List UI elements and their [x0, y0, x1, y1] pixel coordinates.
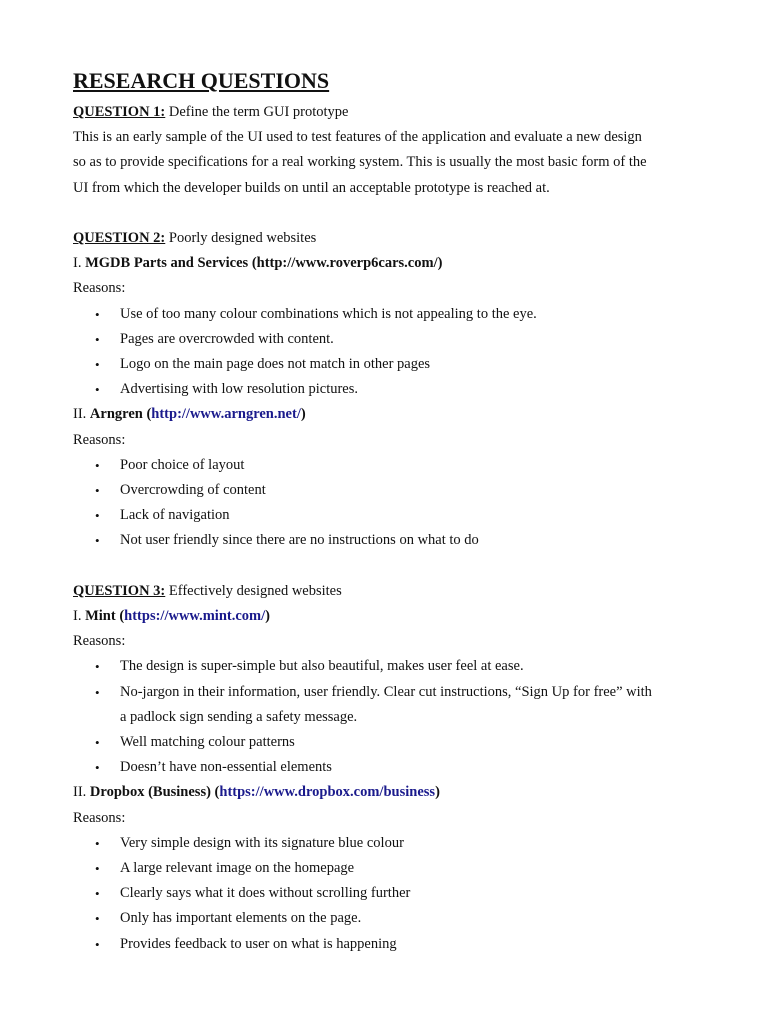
- bullet-icon: •: [95, 684, 100, 700]
- question-3-heading: [73, 579, 713, 604]
- list-item-text: Lack of navigation: [120, 507, 230, 524]
- question-3-label: QUESTION 3:: [73, 582, 166, 599]
- reasons-list-arngren: [73, 453, 713, 554]
- list-item-text: A large relevant image on the homepage: [120, 860, 355, 877]
- list-item-text: Only has important elements on the page.: [120, 910, 362, 927]
- question-2-heading: [73, 226, 713, 251]
- list-item-text: The design is super-simple but also beautiful, makes user feel at ease.: [120, 658, 524, 675]
- site-name-arngren: Arngren (: [89, 406, 152, 423]
- bullet-icon: •: [95, 886, 100, 902]
- list-item: [73, 856, 713, 881]
- question-1-text: Define the term GUI prototype: [165, 104, 349, 120]
- site-name-mgdb: MGDB Parts and Services (http://www.roverp6cars.com/): [85, 255, 443, 272]
- list-item: [73, 503, 713, 528]
- bullet-icon: •: [95, 911, 100, 927]
- spacer: [73, 201, 713, 226]
- list-item: [73, 327, 713, 352]
- roman-numeral: II.: [73, 406, 90, 423]
- list-item: [73, 377, 713, 402]
- site-heading-dropbox: [73, 780, 713, 805]
- bullet-icon: •: [95, 835, 100, 851]
- site-heading-mgdb: [73, 251, 713, 276]
- list-item: [73, 352, 713, 377]
- question-3-text: Effectively designed websites: [165, 582, 342, 599]
- list-item-text: Overcrowding of content: [120, 482, 266, 499]
- link-mint[interactable]: https://www.mint.com/: [124, 608, 266, 625]
- list-item: [73, 881, 713, 906]
- question-2-label: QUESTION 2:: [73, 230, 166, 246]
- list-item: [73, 453, 713, 478]
- bullet-icon: •: [95, 331, 100, 347]
- list-item-text: Poor choice of layout: [120, 456, 245, 473]
- answer-1-line: This is an early sample of the UI used to test features of the application and evaluate a new design: [73, 129, 642, 146]
- close-paren: ): [435, 784, 440, 801]
- list-item: [73, 680, 713, 705]
- site-name-mint: Mint (: [85, 608, 125, 625]
- answer-1-line: UI from which the developer builds on until an acceptable prototype is reached at.: [73, 179, 550, 196]
- list-item-text: Well matching colour patterns: [120, 734, 295, 751]
- roman-numeral: I.: [73, 608, 86, 625]
- reasons-list-mint: [73, 654, 713, 780]
- close-paren: ): [300, 406, 306, 423]
- list-item: [73, 906, 713, 931]
- site-heading-arngren: [73, 402, 713, 427]
- page-title: RESEARCH QUESTIONS: [73, 68, 330, 93]
- list-item-text: Advertising with low resolution pictures.: [120, 381, 359, 398]
- roman-numeral: II.: [73, 784, 90, 801]
- list-item: [73, 730, 713, 755]
- question-2-text: Poorly designed websites: [165, 230, 317, 246]
- bullet-icon: •: [95, 760, 100, 776]
- question-1-heading: [73, 100, 713, 125]
- list-item: [73, 528, 713, 553]
- question-1-label: QUESTION 1:: [73, 104, 166, 120]
- roman-numeral: I.: [73, 255, 86, 272]
- bullet-icon: •: [95, 735, 100, 751]
- bullet-icon: •: [95, 483, 100, 499]
- reasons-label: Reasons:: [73, 431, 126, 448]
- reasons-label: Reasons:: [73, 809, 126, 826]
- list-item-text: Doesn’t have non-essential elements: [120, 759, 332, 776]
- list-item-text: Not user friendly since there are no instructions on what to do: [120, 532, 479, 549]
- bullet-icon: •: [95, 457, 100, 473]
- document-body: [73, 66, 713, 957]
- list-item: [73, 755, 713, 780]
- list-item-text: Use of too many colour combinations which is not appealing to the eye.: [120, 305, 537, 322]
- list-item: [73, 831, 713, 856]
- close-paren: ): [265, 608, 270, 625]
- list-item: [73, 478, 713, 503]
- site-heading-mint: [73, 604, 713, 629]
- bullet-icon: •: [95, 861, 100, 877]
- list-item-continuation: [73, 705, 713, 730]
- bullet-icon: •: [95, 508, 100, 524]
- bullet-icon: •: [95, 357, 100, 373]
- site-name-dropbox: Dropbox (Business) (: [89, 784, 220, 801]
- list-item: [73, 302, 713, 327]
- spacer: [73, 554, 713, 579]
- reasons-list-dropbox: [73, 831, 713, 957]
- bullet-icon: •: [95, 659, 100, 675]
- link-dropbox[interactable]: https://www.dropbox.com/business: [219, 784, 436, 801]
- list-item-text: a padlock sign sending a safety message.: [120, 708, 358, 725]
- list-item-text: Very simple design with its signature blue colour: [120, 834, 404, 851]
- list-item-text: Pages are overcrowded with content.: [120, 330, 334, 347]
- reasons-label: Reasons:: [73, 280, 126, 297]
- list-item: [73, 654, 713, 679]
- list-item-text: No-jargon in their information, user friendly. Clear cut instructions, “Sign Up for free” with: [120, 683, 652, 700]
- bullet-icon: •: [95, 306, 100, 322]
- bullet-icon: •: [95, 936, 100, 952]
- bullet-icon: •: [95, 382, 100, 398]
- reasons-label: Reasons:: [73, 633, 126, 650]
- list-item-text: Logo on the main page does not match in other pages: [120, 356, 431, 373]
- reasons-list-mgdb: [73, 302, 713, 403]
- answer-1-line: so as to provide specifications for a real working system. This is usually the most basic form of the: [73, 154, 647, 171]
- list-item: [73, 932, 713, 957]
- list-item-text: Provides feedback to user on what is happening: [120, 935, 397, 952]
- list-item-text: Clearly says what it does without scrolling further: [120, 885, 411, 902]
- link-arngren[interactable]: http://www.arngren.net/: [151, 406, 301, 423]
- bullet-icon: •: [95, 533, 100, 549]
